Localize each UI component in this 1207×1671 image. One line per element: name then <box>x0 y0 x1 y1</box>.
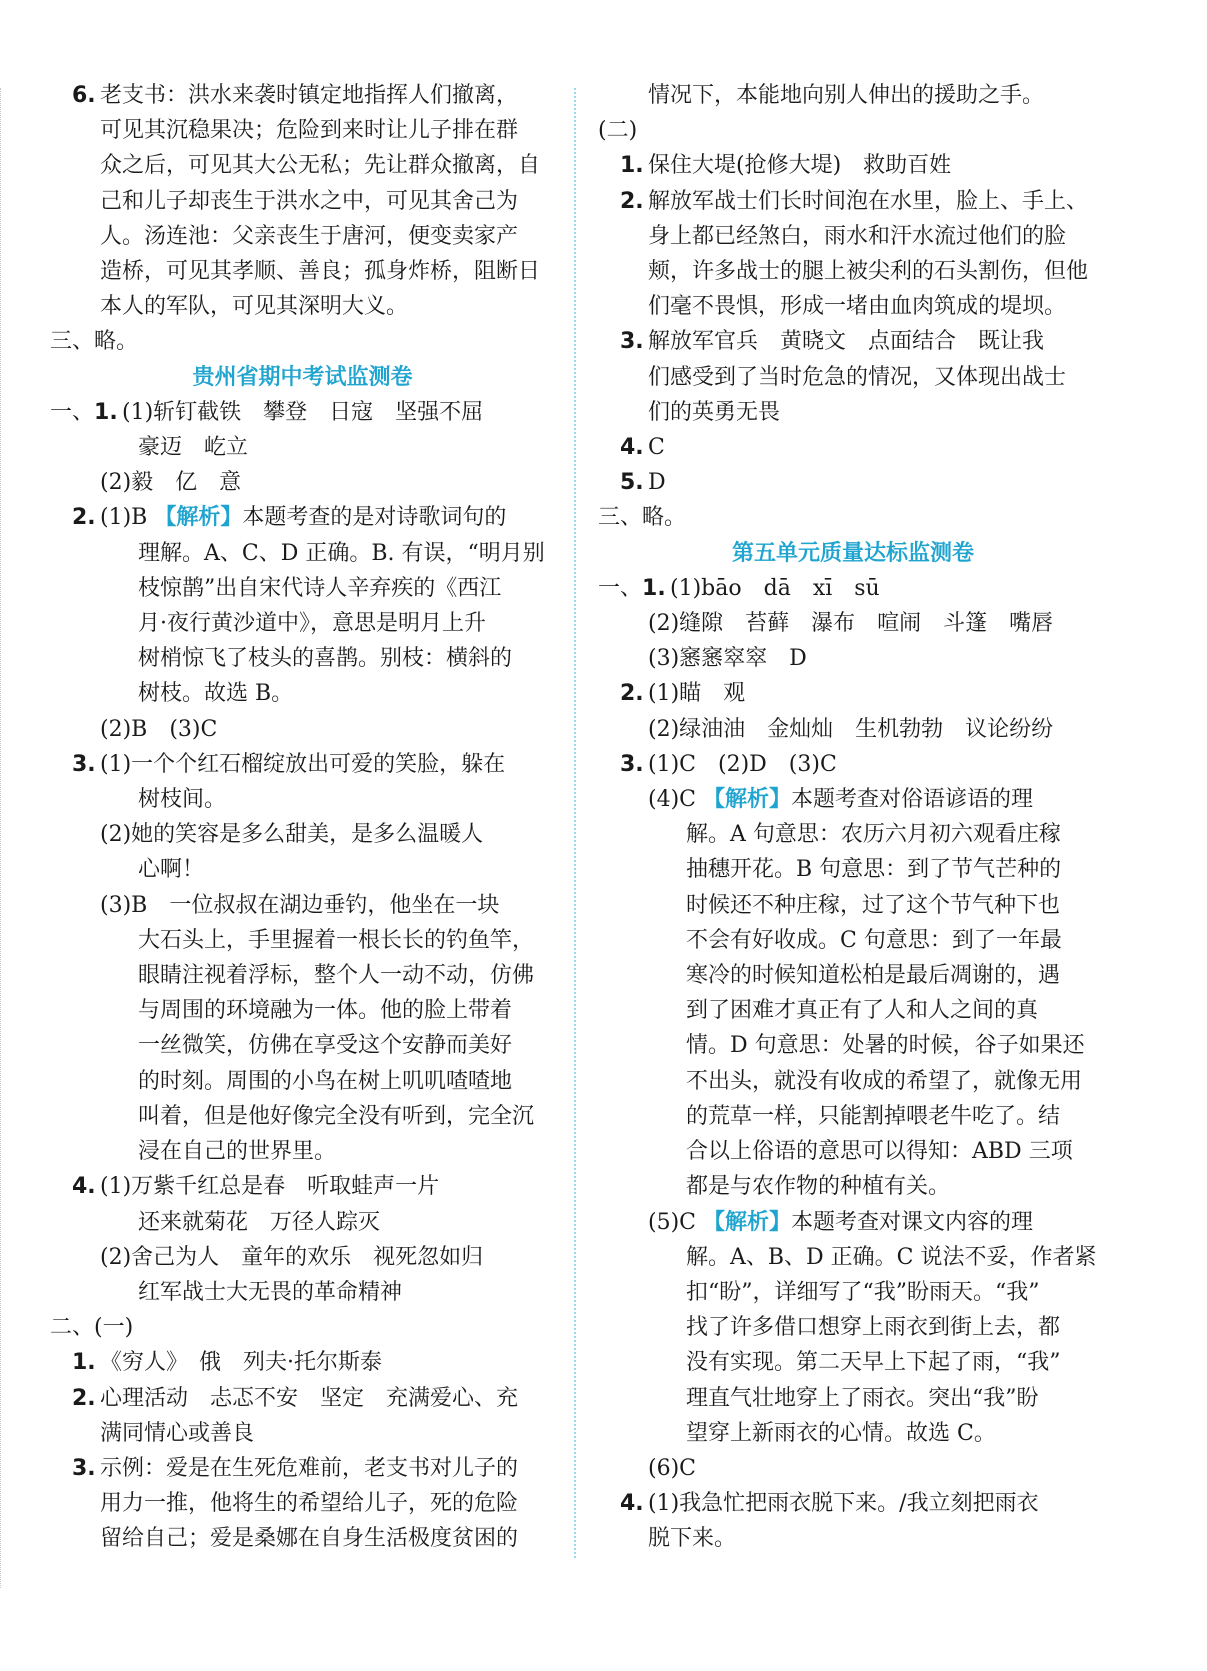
reading-answers-1: 1. 《穷人》 俄 列夫·托尔斯泰 2. 心理活动 忐忑不安 坚定 充满爱心、充 满同情心或善良 3. 示例：爱是在生死危难前，老支书对儿子的 用力一推，他将生的希望给儿子，死的危险 留给自己；爱是桑娜在自身生活极度贫困的 <box>72 1350 519 1552</box>
answer-1-2: 2. (1)B 【解析】本题考查的是对诗歌词句的 理解。A、C、D 正确。B. 有误，“明月别 枝惊鹊”出自宋代诗人辛弃疾的《西江 月·夜行黄沙道中》，意思是明月上升 树梢惊飞了枝头的喜鹊。别枝：横斜的 树枝。故选 B。 (2)B (3)C <box>72 505 545 742</box>
answer-1-1: 一、1. (1)斩钉截铁 攀登 日寇 坚强不屈 豪迈 屹立 (2)毅 亿 意 <box>50 399 484 496</box>
section-title-guizhou: 贵州省期中考试监测卷 <box>192 364 413 390</box>
section-title-unit5: 第五单元质量达标监测卷 <box>731 540 974 566</box>
analysis-tag: 【解析】 <box>703 787 792 813</box>
column-divider <box>574 88 576 1558</box>
page-edge-rule <box>0 88 11 1588</box>
left-column <box>50 78 555 1557</box>
section-2-heading: 二、(一) <box>50 1315 134 1341</box>
right-column <box>598 78 1108 1557</box>
section-3-left: 三、略。 <box>50 329 139 355</box>
section-2-sub2: (二) <box>598 118 638 144</box>
analysis-tag: 【解析】 <box>703 1209 792 1235</box>
continued-text: 情况下，本能地向别人伸出的援助之手。 <box>648 83 1045 108</box>
answer-1-3: 3. (1)一个个红石榴绽放出可爱的笑脸，躲在 树枝间。 (2)她的笑容是多么甜美，是多么温暖人 心啊！ (3)B 一位叔叔在湖边垂钓，他坐在一块 大石头上，手里握着一根长长的钓鱼竿， 眼睛注视着浮标，整个人一动不动，仿佛 与周围的环境融为一体。他的脸上带着 一丝微笑，仿佛在享受这个安静而美好 的时刻。周围的小鸟在树上叽叽喳喳地 叫着，但是他好像完全没有听到，完全沉 浸在自己的世界里。 <box>72 751 535 1165</box>
section-3-right: 三、略。 <box>598 505 687 531</box>
unit5-answer-1: 一、1. (1)bāo dā xī sū (2)缝隙 苔藓 瀑布 喧闹 斗篷 嘴唇 (3)窸窸窣窣 D <box>598 575 1054 672</box>
reading-answers-2: 1. 保住大堤(抢修大堤) 救助百姓 2. 解放军战士们长时间泡在水里，脸上、手上、 身上都已经煞白，雨水和汗水流过他们的脸 颊，许多战士的腿上被尖利的石头割伤，但他 们毫不畏惧，形成一堵由血肉筑成的堤坝。 3. 解放军官兵 黄晓文 点面结合 既让我 们感受到了当时危急的情况，又体现出战士 们的英勇无畏 4. C 5. D <box>620 153 1089 496</box>
analysis-tag: 【解析】 <box>154 505 243 531</box>
answer-6: 6. 老支书：洪水来袭时镇定地指挥人们撤离， 可见其沉稳果决；危险到来时让儿子排在群 众之后，可见其大公无私；先让群众撤离，自 己和儿子却丧生于洪水之中，可见其舍己为 人。汤连池：父亲丧生于唐河，便变卖家产 造桥，可见其孝顺、善良；孤身炸桥，阻断日 本人的军队，可见其深明大义。 <box>72 83 541 320</box>
answer-1-4: 4. (1)万紫千红总是春 听取蛙声一片 还来就菊花 万径人踪灭 (2)舍己为人 童年的欢乐 视死忽如归 红军战士大无畏的革命精神 <box>72 1174 484 1305</box>
unit5-answer-4: 4. (1)我急忙把雨衣脱下来。/我立刻把雨衣 脱下来。 <box>620 1491 1039 1552</box>
unit5-answer-2: 2. (1)瞄 观 (2)绿油油 金灿灿 生机勃勃 议论纷纷 <box>620 681 1054 742</box>
unit5-answer-3: 3. (1)C (2)D (3)C (4)C 【解析】本题考查对俗语谚语的理 解。A 句意思：农历六月初六观看庄稼 抽穗开花。B 句意思：到了节气芒种的 时候还不种庄稼，过了这个节气种下也 不会有好收成。C 句意思：到了一年最 寒冷的时候知道松柏是最后凋谢的，遇 到了困难才真正有了人和人之间的真 情。D 句意思：处暑的时候，谷子如果还 不出头，就没有收成的希望了，就像无用 的荒草一样，只能割掉喂老牛吃了。结 合以上俗语的意思可以得知：ABD 三项 都是与农作物的种植有关。 (5)C 【解析】本题考查对课文内容的理 解。A、B、D 正确。C 说法不妥，作者紧 扣“盼”，详细写了“我”盼雨天。“我” 找了许多借口想穿上雨衣到街上去，都 没有实现。第二天早上下起了雨，“我” 理直气壮地穿上了雨衣。突出“我”盼 望穿上新雨衣的心情。故选 C。 (6)C <box>620 751 1097 1481</box>
